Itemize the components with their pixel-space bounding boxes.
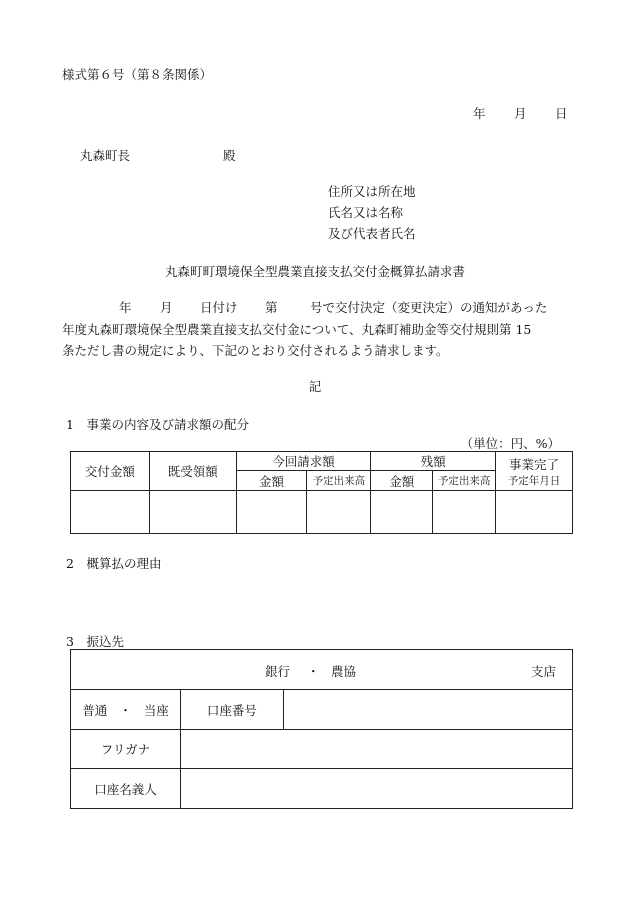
cell-remaining-progress[interactable] [433,491,496,534]
header-completion-line1: 事業完了 [509,456,560,472]
account-number-label: 口座番号 [180,690,283,730]
furigana-label: フリガナ [71,730,181,769]
cell-current-progress[interactable] [307,491,371,534]
applicant-name-label: 氏名又は名称 [328,205,404,220]
futsu-label: 普通 [82,702,108,718]
account-holder-input[interactable] [180,769,572,809]
account-holder-label: 口座名義人 [71,769,181,809]
addressee-name: 丸森町長 [80,148,131,163]
bank-table [70,649,573,809]
section2-heading: 2 概算払の理由 [66,556,162,571]
body-month: 月 [160,300,173,315]
toza-label: 当座 [143,702,169,718]
account-type-separator: ・ [119,702,132,718]
cell-grant-amount[interactable] [71,491,150,534]
bank-separator: ・ [307,664,320,679]
header-completion-line2: 予定年月日 [507,474,561,487]
body-line3: 条ただし書の規定により、下記のとおり交付されるよう請求します。 [62,343,449,358]
body-line2: 年度丸森町環境保全型農業直接支払交付金について、丸森町補助金等交付規則第 15 [62,322,532,337]
header-remaining-amount: 金額 [371,471,433,491]
section3-heading: 3 振込先 [66,634,124,649]
cell-received-amount[interactable] [149,491,236,534]
form-number: 様式第６号（第８条関係） [62,67,213,82]
section1-unit: （単位：円、%） [460,436,560,451]
request-table [70,451,573,534]
header-remaining-progress: 予定出来高 [433,471,496,491]
header-remaining: 残額 [371,452,496,471]
header-received-amount: 既受領額 [149,452,236,491]
bank-label: 銀行 [265,664,291,679]
nokyo-label: 農協 [331,664,357,679]
account-type-cell[interactable] [71,690,181,730]
branch-label: 支店 [531,664,557,679]
account-number-input[interactable] [283,690,572,730]
date-year-label: 年 [473,106,486,121]
furigana-input[interactable] [180,730,572,769]
body-day: 日付け [200,300,238,315]
date-month-label: 月 [514,106,527,121]
header-current-amount: 金額 [236,471,307,491]
section1-heading: 1 事業の内容及び請求額の配分 [66,417,249,432]
cell-current-amount[interactable] [236,491,307,534]
cell-remaining-amount[interactable] [371,491,433,534]
bank-row [71,650,573,690]
applicant-address-label: 住所又は所在地 [328,184,416,199]
body-line1-rest: 号で交付決定（変更決定）の通知があった [310,300,548,315]
ki-label: 記 [308,379,322,394]
date-day-label: 日 [555,106,568,121]
header-completion-date [496,452,573,491]
header-grant-amount: 交付金額 [71,452,150,491]
body-year: 年 [119,300,132,315]
addressee-honorific: 殿 [223,148,236,163]
header-current-request: 今回請求額 [236,452,371,471]
body-no-prefix: 第 [265,300,278,315]
applicant-representative-label: 及び代表者氏名 [328,226,416,241]
header-current-progress: 予定出来高 [307,471,371,491]
document-title: 丸森町町環境保全型農業直接支払交付金概算払請求書 [164,264,465,279]
cell-completion-date[interactable] [496,491,573,534]
